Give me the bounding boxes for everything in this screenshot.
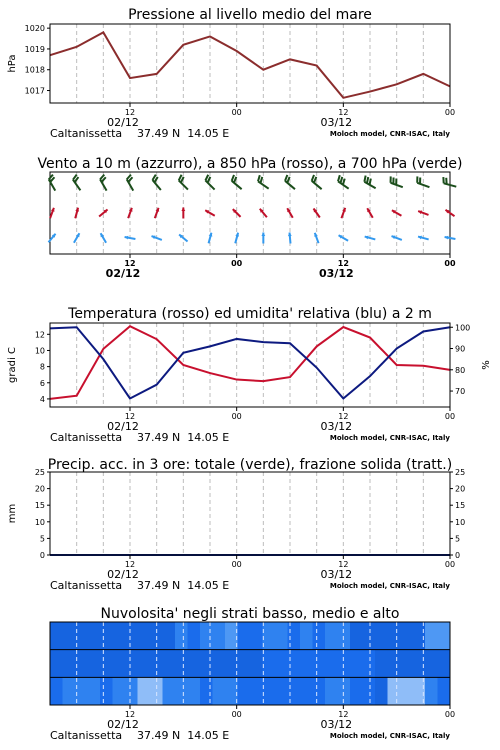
barb-arrowhead <box>181 208 185 212</box>
x-tick-label: 00 <box>444 259 456 268</box>
barb-feather <box>364 176 365 182</box>
y-right-tick-label: 15 <box>455 501 466 511</box>
y-axis-label: hPa <box>7 54 18 73</box>
date-label: 02/12 <box>107 718 139 731</box>
cloud-cell <box>125 677 138 705</box>
cloud-cell <box>138 622 151 650</box>
cloud-cell <box>113 650 126 678</box>
cloud-cell <box>125 650 138 678</box>
credit-label: Moloch model, CNR-ISAC, Italy <box>329 434 450 442</box>
cloud-cell <box>188 677 201 705</box>
x-tick-label: 12 <box>124 560 136 569</box>
cloud-cell <box>50 677 63 705</box>
cloud-cell <box>200 622 213 650</box>
cloud-cell <box>50 650 63 678</box>
cloud-cell <box>325 650 338 678</box>
x-tick-label: 00 <box>444 412 456 421</box>
x-tick-label: 00 <box>231 560 242 569</box>
cloud-cell <box>50 622 63 650</box>
cloud-cell <box>288 622 301 650</box>
date-label: 03/12 <box>320 420 353 433</box>
wind-barb <box>74 233 80 243</box>
y-tick-label: 1020 <box>24 24 45 34</box>
barb-arrowhead <box>261 233 265 237</box>
cloud-cell <box>138 650 151 678</box>
wind-barb <box>209 233 213 244</box>
cloud-cell <box>425 650 438 678</box>
credit-label: Moloch model, CNR-ISAC, Italy <box>329 582 450 590</box>
y-tick-label: 15 <box>34 501 45 511</box>
cloud-cell <box>288 650 301 678</box>
chart-title: Temperatura (rosso) ed umidita' relativa (blu) a 2 m <box>68 306 432 322</box>
x-tick-label: 00 <box>444 108 456 117</box>
cloud-cell <box>88 622 101 650</box>
cloud-cell <box>338 650 351 678</box>
barb-feather <box>370 179 371 185</box>
x-tick-label: 00 <box>444 710 456 719</box>
cloud-cell <box>388 677 401 705</box>
date-label: 02/12 <box>107 116 139 129</box>
chart-title: Precip. acc. in 3 ore: totale (verde), frazione solida (tratt.) <box>47 457 453 473</box>
cloud-cell <box>88 677 101 705</box>
cloud-cell <box>213 650 226 678</box>
cloud-cell <box>250 677 263 705</box>
cloud-cell <box>238 650 251 678</box>
precipitation-chart <box>7 457 465 592</box>
credit-label: Moloch model, CNR-ISAC, Italy <box>329 130 450 138</box>
cloud-cell <box>400 622 413 650</box>
credit-label: Moloch model, CNR-ISAC, Italy <box>329 732 450 740</box>
cloud-cell <box>438 677 451 705</box>
date-label: 02/12 <box>107 568 139 581</box>
cloud-cell <box>325 677 338 705</box>
x-tick-label: 12 <box>337 259 349 268</box>
cloud-cell <box>313 677 326 705</box>
location-label: Caltanissetta <box>50 431 123 444</box>
cloud-cell <box>300 677 313 705</box>
cloud-cell <box>225 650 238 678</box>
plot-frame <box>50 323 450 407</box>
y-tick-label: 8 <box>39 362 45 372</box>
plot-frame <box>50 172 450 254</box>
cloud-cell <box>238 677 251 705</box>
coords-label: 37.49 N 14.05 E <box>137 729 230 742</box>
barb-feather <box>258 175 260 181</box>
barb-feather <box>367 177 368 183</box>
coords-label: 37.49 N 14.05 E <box>137 579 230 592</box>
cloud-cell <box>288 677 301 705</box>
cloud-cell <box>63 677 76 705</box>
y-right-tick-label: 0 <box>455 551 461 560</box>
cloud-cell <box>388 622 401 650</box>
cloud-cell <box>263 650 276 678</box>
wind-barb <box>391 176 403 187</box>
cloud-cell <box>275 622 288 650</box>
cloud-cell <box>163 622 176 650</box>
humidity-line <box>50 327 450 398</box>
date-label: 02/12 <box>107 420 139 433</box>
cloud-cell <box>100 677 113 705</box>
cloud-cell <box>175 677 188 705</box>
cloud-cell <box>275 650 288 678</box>
cloud-cell <box>188 650 201 678</box>
cloud-cell <box>363 650 376 678</box>
cloud-cell <box>125 622 138 650</box>
cloud-cell <box>300 650 313 678</box>
wind-chart <box>37 156 462 280</box>
y-tick-label: 12 <box>34 330 45 340</box>
cloud-cell <box>200 650 213 678</box>
cloud-cell <box>400 677 413 705</box>
location-label: Caltanissetta <box>50 729 123 742</box>
cloud-cell <box>388 650 401 678</box>
y-right-tick-label: 20 <box>455 484 466 494</box>
barb-feather <box>232 175 234 181</box>
y-tick-label: 5 <box>39 534 45 544</box>
cloud-cell <box>263 677 276 705</box>
barb-feather <box>285 175 287 181</box>
cloud-cell <box>163 650 176 678</box>
y-right-tick-label: 100 <box>455 323 471 333</box>
cloud-cell <box>138 677 151 705</box>
y-right-tick-label: 70 <box>455 387 466 397</box>
cloud-cell <box>350 650 363 678</box>
x-tick-label: 00 <box>231 710 242 719</box>
cloud-cell <box>175 622 188 650</box>
y-right-axis-label: % <box>481 360 492 370</box>
wind-barb <box>101 233 107 243</box>
location-label: Caltanissetta <box>50 579 123 592</box>
cloud-cell <box>313 650 326 678</box>
wind-level <box>50 208 454 219</box>
x-tick-label: 12 <box>338 108 349 117</box>
cloud-cell <box>113 622 126 650</box>
chart-title: Pressione al livello medio del mare <box>128 7 372 23</box>
x-tick-label: 12 <box>338 710 349 719</box>
wind-barb <box>235 233 239 244</box>
barb-feather <box>314 177 316 183</box>
wind-barb <box>261 233 265 244</box>
date-label: 03/12 <box>320 568 353 581</box>
cloud-cell <box>275 677 288 705</box>
temperature-chart <box>7 306 492 444</box>
cloud-cell <box>375 677 388 705</box>
barb-feather <box>340 177 342 183</box>
temperature-line <box>50 326 450 399</box>
y-right-tick-label: 80 <box>455 365 466 375</box>
x-tick-label: 12 <box>124 108 136 117</box>
wind-level <box>48 233 455 244</box>
cloud-cell <box>438 650 451 678</box>
cloud-cell <box>175 650 188 678</box>
y-right-tick-label: 90 <box>455 344 466 354</box>
cloud-cell <box>325 622 338 650</box>
cloud-cell <box>338 677 351 705</box>
cloud-cell <box>213 677 226 705</box>
barb-feather <box>179 175 182 181</box>
cloud-cell <box>350 677 363 705</box>
y-right-tick-label: 25 <box>455 468 466 477</box>
plot-frame <box>50 472 450 555</box>
cloud-cell <box>425 622 438 650</box>
coords-label: 37.49 N 14.05 E <box>137 431 230 444</box>
cloud-cell <box>263 622 276 650</box>
y-tick-label: 20 <box>34 484 45 494</box>
date-label: 03/12 <box>320 718 353 731</box>
barb-feather <box>205 175 208 181</box>
x-tick-label: 12 <box>124 710 136 719</box>
wind-barb <box>181 208 185 219</box>
wind-barb <box>314 233 318 243</box>
cloud-cell <box>163 677 176 705</box>
coords-label: 37.49 N 14.05 E <box>137 127 230 140</box>
cloud-cell <box>200 677 213 705</box>
cloud-cell <box>88 650 101 678</box>
wind-level <box>49 175 457 191</box>
x-tick-label: 00 <box>231 108 242 117</box>
date-label: 02/12 <box>105 267 141 280</box>
location-label: Caltanissetta <box>50 127 123 140</box>
cloud-cell <box>338 622 351 650</box>
cloud-cell <box>425 677 438 705</box>
barb-arrowhead <box>288 233 292 237</box>
x-tick-label: 12 <box>124 259 136 268</box>
date-label: 03/12 <box>320 116 353 129</box>
cloud-cell <box>100 622 113 650</box>
y-tick-label: 1018 <box>24 65 45 75</box>
barb-feather <box>260 177 262 183</box>
y-tick-label: 10 <box>34 517 45 527</box>
pressure-line <box>50 32 450 97</box>
cloud-cell <box>188 622 201 650</box>
cloud-cell <box>400 650 413 678</box>
cloud-cell <box>225 677 238 705</box>
barb-feather <box>312 175 314 181</box>
cloud-cell <box>225 622 238 650</box>
y-right-tick-label: 10 <box>455 517 466 527</box>
y-tick-label: 10 <box>34 346 45 356</box>
cloud-cell <box>63 650 76 678</box>
y-right-tick-label: 5 <box>455 534 461 544</box>
cloud-cell <box>100 650 113 678</box>
wind-barb <box>50 208 54 218</box>
y-tick-label: 0 <box>39 551 45 560</box>
date-label: 03/12 <box>319 267 354 280</box>
y-tick-label: 25 <box>34 468 45 477</box>
cloud-cell <box>375 650 388 678</box>
cloud-cell <box>313 622 326 650</box>
cloud-cell <box>238 622 251 650</box>
cloud-chart <box>50 606 455 742</box>
x-tick-label: 12 <box>338 560 349 569</box>
cloud-cell <box>213 622 226 650</box>
y-tick-label: 6 <box>39 378 45 388</box>
pressure-chart <box>7 7 455 140</box>
cloud-cell <box>438 622 451 650</box>
cloud-cell <box>63 622 76 650</box>
cloud-cell <box>363 622 376 650</box>
x-tick-label: 12 <box>124 412 136 421</box>
barb-feather <box>287 177 289 183</box>
x-tick-label: 00 <box>231 259 243 268</box>
wind-barb <box>288 233 292 244</box>
cloud-cell <box>250 622 263 650</box>
x-tick-label: 00 <box>444 560 456 569</box>
x-tick-label: 12 <box>338 412 349 421</box>
cloud-cell <box>375 622 388 650</box>
cloud-cell <box>300 622 313 650</box>
y-tick-label: 4 <box>39 394 45 404</box>
cloud-cell <box>363 677 376 705</box>
chart-title: Vento a 10 m (azzurro), a 850 hPa (rosso), a 700 hPa (verde) <box>37 156 463 172</box>
cloud-cell <box>113 677 126 705</box>
chart-title: Nuvolosita' negli strati basso, medio e alto <box>100 606 400 622</box>
plot-frame <box>50 24 450 103</box>
cloud-cell <box>350 622 363 650</box>
cloud-cell <box>250 650 263 678</box>
y-axis-label: gradi C <box>7 347 18 383</box>
x-tick-label: 00 <box>231 412 242 421</box>
y-tick-label: 1017 <box>24 86 45 96</box>
y-axis-label: mm <box>7 503 18 524</box>
barb-feather <box>234 177 236 183</box>
y-tick-label: 1019 <box>24 44 45 54</box>
barb-feather <box>338 175 340 181</box>
